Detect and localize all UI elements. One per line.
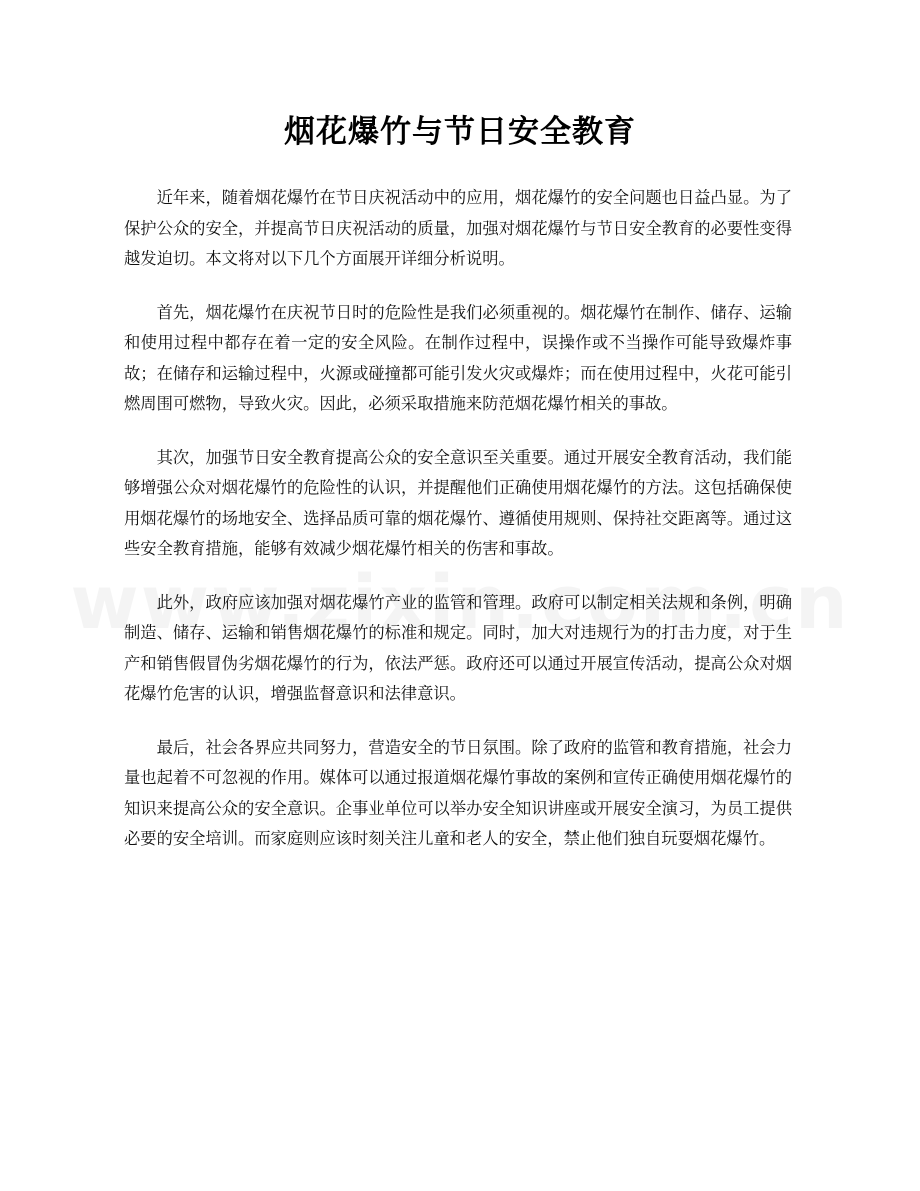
paragraph-2: 首先，烟花爆竹在庆祝节日时的危险性是我们必须重视的。烟花爆竹在制作、储存、运输和使用过程中都存在着一定的安全风险。在制作过程中，误操作或不当操作可能导致爆炸事故；在储存和运输过程中，火源或碰撞都可能引发火灾或爆炸；而在使用过程中，火花可能引燃周围可燃物，导致火灾。因此，必须采取措施来防范烟花爆竹相关的事故。 <box>124 302 792 413</box>
paragraph-5: 最后，社会各界应共同努力，营造安全的节日氛围。除了政府的监管和教育措施，社会力量也起着不可忽视的作用。媒体可以通过报道烟花爆竹事故的案例和宣传正确使用烟花爆竹的知识来提高公众的安全意识。企事业单位可以举办安全知识讲座或开展安全演习，为员工提供必要的安全培训。而家庭则应该时刻关注儿童和老人的安全，禁止他们独自玩耍烟花爆竹。 <box>124 737 792 848</box>
paragraph-1: 近年来，随着烟花爆竹在节日庆祝活动中的应用，烟花爆竹的安全问题也日益凸显。为了保护公众的安全，并提高节日庆祝活动的质量，加强对烟花爆竹与节日安全教育的必要性变得越发迫切。本文将对以下几个方面展开详细分析说明。 <box>124 188 792 268</box>
document-body <box>124 183 792 878</box>
paragraph-3: 其次，加强节日安全教育提高公众的安全意识至关重要。通过开展安全教育活动，我们能够增强公众对烟花爆竹的危险性的认识，并提醒他们正确使用烟花爆竹的方法。这包括确保使用烟花爆竹的场地安全、选择品质可靠的烟花爆竹、遵循使用规则、保持社交距离等。通过这些安全教育措施，能够有效减少烟花爆竹相关的伤害和事故。 <box>124 447 792 558</box>
paragraph-4: 此外，政府应该加强对烟花爆竹产业的监管和管理。政府可以制定相关法规和条例，明确制造、储存、运输和销售烟花爆竹的标准和规定。同时，加大对违规行为的打击力度，对于生产和销售假冒伪劣烟花爆竹的行为，依法严惩。政府还可以通过开展宣传活动，提高公众对烟花爆竹危害的认识，增强监督意识和法律意识。 <box>124 592 792 703</box>
document-title: 烟花爆竹与节日安全教育 <box>284 114 636 150</box>
